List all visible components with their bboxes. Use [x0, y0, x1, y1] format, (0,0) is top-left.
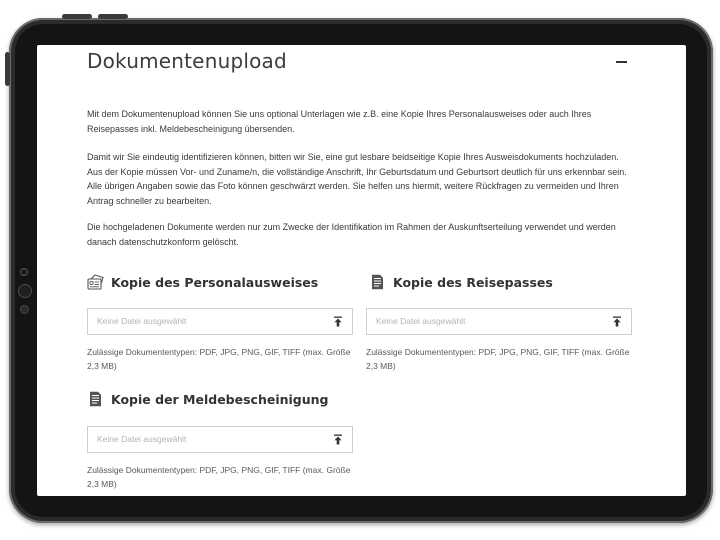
- tablet-screen: [37, 45, 686, 496]
- personalausweis-heading: [87, 274, 318, 290]
- reisepass-heading-label: Kopie des Reisepasses: [393, 274, 553, 290]
- meldebescheinigung-file-input[interactable]: [87, 426, 353, 453]
- id-card-icon: [87, 274, 104, 290]
- collapse-button[interactable]: [614, 55, 628, 69]
- reisepass-heading: [369, 274, 553, 290]
- intro-paragraph: Mit dem Dokumentenupload können Sie uns optional Unterlagen wie z.B. eine Kopie Ihres Personalausweises oder auch Ihres Reisepasses inkl. Meldebescheinigung übersenden.: [87, 109, 592, 134]
- camera-dot: [20, 268, 28, 276]
- section-title: Dokumentenupload: [87, 49, 287, 73]
- personalausweis-file-input[interactable]: [87, 308, 353, 335]
- document-icon: [369, 274, 386, 290]
- file-placeholder: Keine Datei ausgewählt: [376, 316, 466, 326]
- file-type-hint: Zulässige Dokumententypen: PDF, JPG, PNG, GIF, TIFF (max. Größe 2,3 MB): [87, 347, 351, 371]
- file-type-hint: Zulässige Dokumententypen: PDF, JPG, PNG, GIF, TIFF (max. Größe 2,3 MB): [366, 347, 630, 371]
- upload-icon: [333, 434, 343, 445]
- file-placeholder: Keine Datei ausgewählt: [97, 434, 187, 444]
- upload-icon: [612, 316, 622, 327]
- camera-lens: [18, 284, 32, 298]
- reisepass-file-input[interactable]: [366, 308, 632, 335]
- power-button: [5, 52, 10, 86]
- document-icon: [87, 391, 104, 407]
- volume-button: [98, 14, 128, 19]
- instructions-paragraph: Damit wir Sie eindeutig identifizieren können, bitten wir Sie, eine gut lesbare beidseitige Kopie Ihres Ausweisdokuments hochzuladen. Aus der Kopie müssen Vor- und Zuname/n, die vollständige Anschrift, Ihr Geburtsdatum und Geburtsort deutlich für uns erkennbar sein. Alle übrigen Angaben sowie das Foto können geschwärzt werden. Sie helfen uns hiermit, weitere Rückfragen zu vermeiden und Ihren Antrag schneller zu bearbeiten.: [87, 152, 627, 206]
- personalausweis-heading-label: Kopie des Personalausweises: [111, 274, 319, 290]
- file-placeholder: Keine Datei ausgewählt: [97, 316, 187, 326]
- volume-button: [62, 14, 92, 19]
- camera-sensor: [20, 305, 29, 314]
- minus-icon: [616, 61, 627, 63]
- file-type-hint: Zulässige Dokumententypen: PDF, JPG, PNG, GIF, TIFF (max. Größe 2,3 MB): [87, 465, 351, 489]
- upload-icon: [333, 316, 343, 327]
- meldebescheinigung-heading-label: Kopie der Meldebescheinigung: [111, 391, 329, 407]
- meldebescheinigung-heading: [87, 391, 329, 407]
- privacy-paragraph: Die hochgeladenen Dokumente werden nur zum Zwecke der Identifikation im Rahmen der Auskunftserteilung verwendet und werden danach datenschutzkonform gelöscht.: [87, 222, 616, 247]
